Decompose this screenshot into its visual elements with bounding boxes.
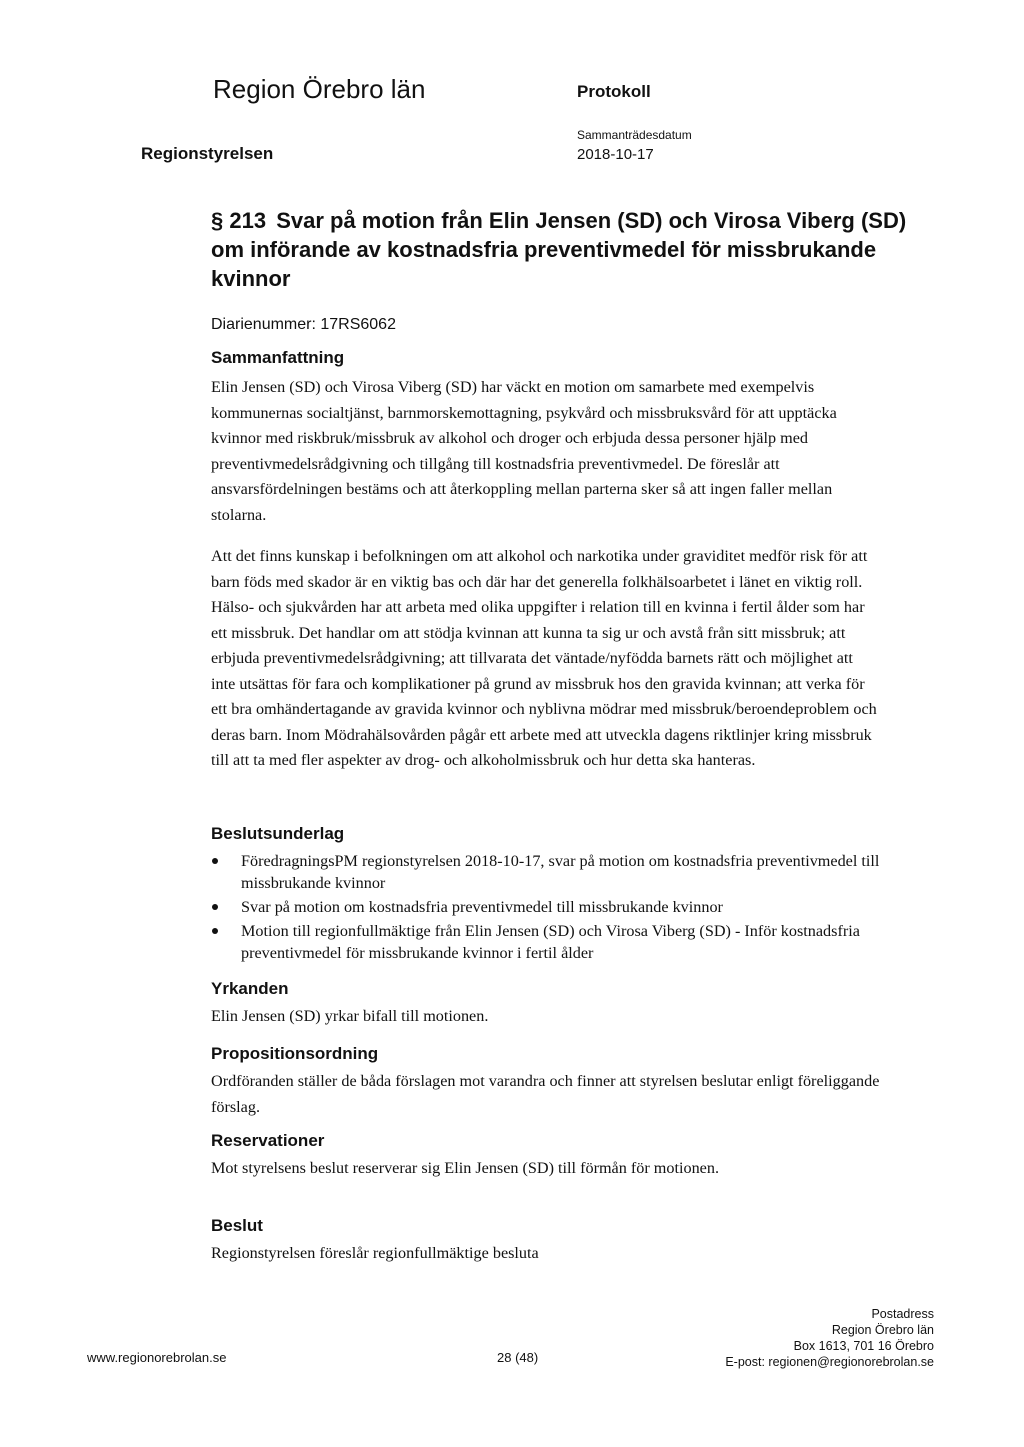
motions-heading: Yrkanden <box>211 979 289 998</box>
section-number: § 213 <box>211 208 267 233</box>
diary-number: Diarienummer: 17RS6062 <box>211 316 396 333</box>
procedure-text: Ordföranden ställer de båda förslagen mot varandra och finner att styrelsen beslutar enligt föreliggande förslag. <box>211 1072 880 1116</box>
motions-text: Elin Jensen (SD) yrkar bifall till motionen. <box>211 1007 489 1025</box>
procedure-heading: Propositionsordning <box>211 1044 379 1063</box>
meeting-date-label: Sammanträdesdatum <box>577 128 692 142</box>
organization-name: Region Örebro län <box>213 74 426 104</box>
document-type: Protokoll <box>577 82 651 101</box>
list-item: Svar på motion om kostnadsfria preventivmedel till missbrukande kvinnor <box>211 896 881 918</box>
address-org: Region Örebro län <box>831 1323 934 1337</box>
address-label: Postadress <box>871 1307 934 1321</box>
address-box: Box 1613, 701 16 Örebro <box>793 1339 934 1353</box>
reservations-heading: Reservationer <box>211 1131 325 1150</box>
reservations-text: Mot styrelsens beslut reserverar sig Elin Jensen (SD) till förmån för motionen. <box>211 1159 720 1177</box>
section-title-text: Svar på motion från Elin Jensen (SD) och Virosa Viberg (SD) om införande av kostnadsfria preventivmedel för missbrukande kvinnor <box>211 208 907 291</box>
address-email: E-post: regionen@regionorebrolan.se <box>725 1355 934 1369</box>
summary-paragraph-2: Att det finns kunskap i befolkningen om att alkohol och narkotika under graviditet medför risk för att barn föds med skador är en viktig bas och där har det generella folkhälsoarbetet i länet en viktig roll. Hälso- och sjukvården har att arbeta med olika uppgifter i relation till en kvinna i fertil ålder som har ett missbruk. Det handlar om att stödja kvinnan att kunna ta sig ur och avstå från sitt missbruk; att erbjuda preventivmedelsrådgivning; att tillvarata det väntade/nyfödda barnets rätt och möjlighet att inte utsättas för fara och komplikationer på grund av missbruk hos den gravida kvinnan; att verka för ett bra omhändertagande av gravida kvinnor och nyblivna mödrar med missbruk/beroendeproblem och deras barn. Inom Mödrahälsovården pågår ett arbete med att utveckla dagens riktlinjer kring missbruk till att ta med fler aspekter av drog- och alkoholmissbruk och hur detta ska hanteras. <box>211 547 877 769</box>
list-item: Motion till regionfullmäktige från Elin Jensen (SD) och Virosa Viberg (SD) - Inför kostnadsfria preventivmedel för missbrukande kvinnor i fertil ålder <box>211 920 881 964</box>
footer-address <box>725 1306 934 1370</box>
summary-paragraph-1: Elin Jensen (SD) och Virosa Viberg (SD) har väckt en motion om samarbete med exempelvis kommunernas socialtjänst, barnmorskemottagning, psykvård och missbruksvård för att upptäcka kvinnor med riskbruk/missbruk av alkohol och droger och erbjuda dessa personer hjälp med preventivmedelsrådgivning och tillgång till kostnadsfria preventivmedel. De föreslår att ansvarsfördelningen bestäms och att återkoppling mellan parterna sker så att ingen faller mellan stolarna. <box>211 378 837 524</box>
decision-basis-list <box>211 850 881 966</box>
footer-website: www.regionorebrolan.se <box>87 1350 227 1365</box>
footer-page-number: 28 (48) <box>497 1350 539 1365</box>
decision-text: Regionstyrelsen föreslår regionfullmäktige besluta <box>211 1244 539 1262</box>
section-title <box>211 206 911 293</box>
decision-basis-heading: Beslutsunderlag <box>211 824 345 843</box>
decision-heading: Beslut <box>211 1216 263 1235</box>
board-name: Regionstyrelsen <box>141 144 274 163</box>
meeting-date-value: 2018-10-17 <box>577 146 654 163</box>
summary-heading: Sammanfattning <box>211 348 345 367</box>
list-item: FöredragningsPM regionstyrelsen 2018-10-17, svar på motion om kostnadsfria preventivmedel till missbrukande kvinnor <box>211 850 881 894</box>
